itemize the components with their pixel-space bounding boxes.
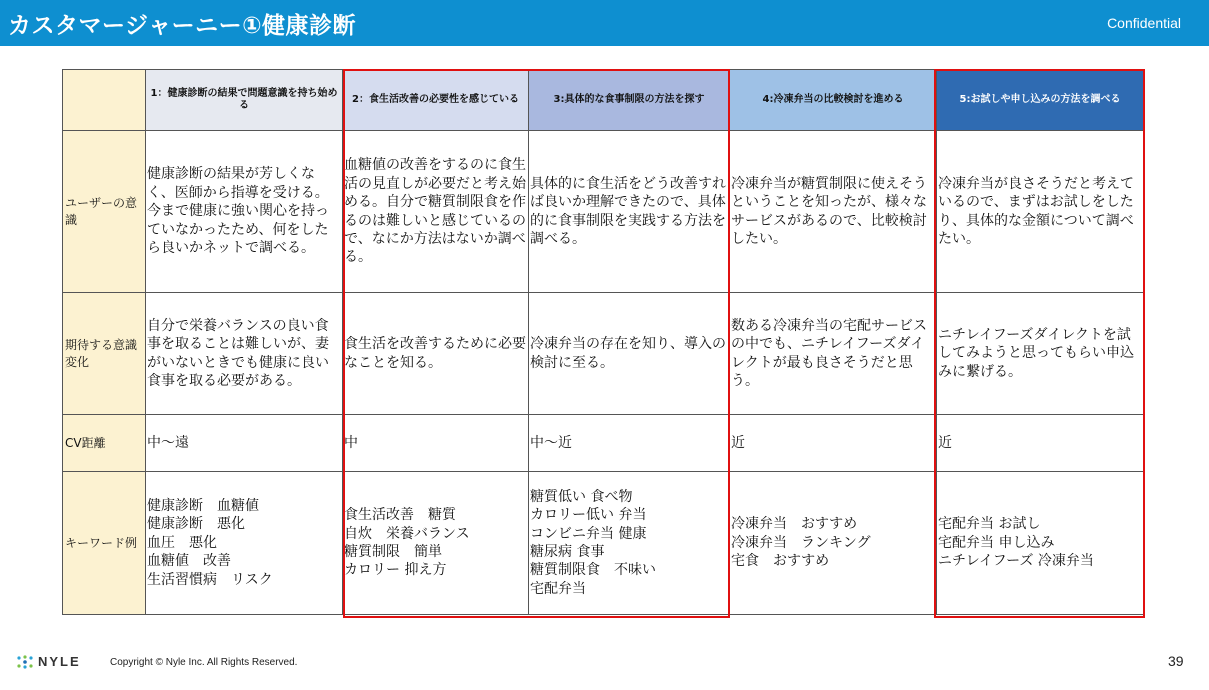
table-cell: 冷凍弁当が良さそうだと考えているので、まずはお試しをしたり、具体的な金額について調べたい。 — [937, 131, 1144, 293]
table-cell: 数ある冷凍弁当の宅配サービスの中でも、ニチレイフーズダイレクトが最も良さそうだと思う。 — [730, 293, 937, 415]
row-label: ユーザーの意識 — [63, 131, 146, 293]
confidential-label: Confidential — [1107, 15, 1181, 31]
table-cell: 糖質低い 食べ物 カロリー低い 弁当 コンビニ弁当 健康 糖尿病 食事 糖質制限食 不味い 宅配弁当 — [529, 472, 730, 615]
footer-logo — [16, 654, 81, 669]
logo-text: NYLE — [38, 654, 81, 669]
table-row-cv-distance — [63, 415, 1144, 472]
row-label: キーワード例 — [63, 472, 146, 615]
stage-header: 5:お試しや申し込みの方法を調べる — [937, 70, 1144, 131]
table-cell: 食生活を改善するために必要なことを知る。 — [343, 293, 529, 415]
table-row-user-awareness — [63, 131, 1144, 293]
table-cell: ニチレイフーズダイレクトを試してみようと思ってもらい申込みに繋げる。 — [937, 293, 1144, 415]
row-label: CV距離 — [63, 415, 146, 472]
row-label: 期待する意識変化 — [63, 293, 146, 415]
table-cell: 冷凍弁当の存在を知り、導入の検討に至る。 — [529, 293, 730, 415]
corner-cell — [63, 70, 146, 131]
page-number: 39 — [1168, 653, 1184, 669]
nyle-logo-icon — [16, 655, 34, 669]
table-cell: 近 — [730, 415, 937, 472]
stage-header: 2：食生活改善の必要性を感じている — [343, 70, 529, 131]
copyright: Copyright © Nyle Inc. All Rights Reserved. — [110, 657, 298, 668]
stage-header: 3:具体的な食事制限の方法を探す — [529, 70, 730, 131]
stage-header: 4:冷凍弁当の比較検討を進める — [730, 70, 937, 131]
table-row-expected-change — [63, 293, 1144, 415]
table-cell: 具体的に食生活をどう改善すれば良いか理解できたので、具体的に食事制限を実践する方法を調べる。 — [529, 131, 730, 293]
stage-header-row — [63, 70, 1144, 131]
title-bar — [0, 0, 1209, 46]
table-cell: 中 — [343, 415, 529, 472]
stage-header: 1：健康診断の結果で問題意識を持ち始める — [146, 70, 343, 131]
table-cell: 健康診断 血糖値 健康診断 悪化 血圧 悪化 血糖値 改善 生活習慣病 リスク — [146, 472, 343, 615]
table-cell: 食生活改善 糖質 自炊 栄養バランス 糖質制限 簡単 カロリー 抑え方 — [343, 472, 529, 615]
table-row-keywords — [63, 472, 1144, 615]
table-cell: 宅配弁当 お試し 宅配弁当 申し込み ニチレイフーズ 冷凍弁当 — [937, 472, 1144, 615]
page-title: カスタマージャーニー①健康診断 — [8, 12, 357, 39]
table-cell: 冷凍弁当が糖質制限に使えそうということを知ったが、様々なサービスがあるので、比較検討したい。 — [730, 131, 937, 293]
customer-journey-table — [62, 69, 1144, 615]
table-cell: 近 — [937, 415, 1144, 472]
table-cell: 中～近 — [529, 415, 730, 472]
table-cell: 冷凍弁当 おすすめ 冷凍弁当 ランキング 宅食 おすすめ — [730, 472, 937, 615]
table-cell: 中～遠 — [146, 415, 343, 472]
table-cell: 血糖値の改善をするのに食生活の見直しが必要だと考え始める。自分で糖質制限食を作るのは難しいと感じているので、なにか方法はないか調べる。 — [343, 131, 529, 293]
table-cell: 健康診断の結果が芳しくなく、医師から指導を受ける。今まで健康に強い関心を持っていなかったため、何をしたら良いかネットで調べる。 — [146, 131, 343, 293]
table-cell: 自分で栄養バランスの良い食事を取ることは難しいが、妻がいないときでも健康に良い食事を取る必要がある。 — [146, 293, 343, 415]
